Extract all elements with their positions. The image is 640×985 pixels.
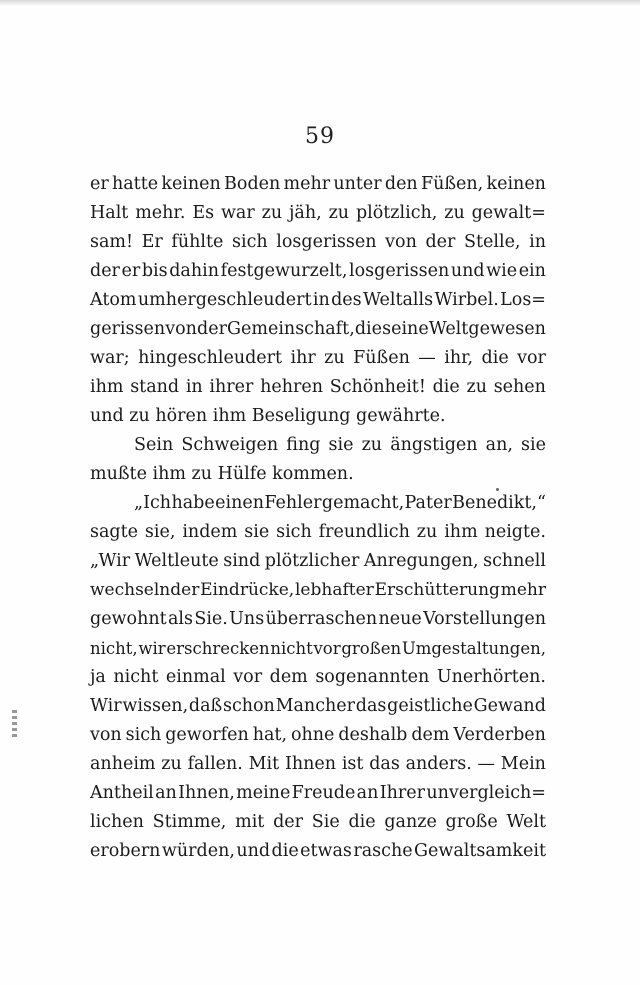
text-line: Atom umhergeschleudert in des Weltalls Wirbel. Los= — [90, 290, 546, 310]
text-line: „Wir Weltleute sind plötzlicher Anregungen, schnell — [90, 551, 546, 571]
text-line: er hatte keinen Boden mehr unter den Füßen, keinen — [90, 174, 546, 194]
body-text — [90, 170, 546, 866]
text-line: nicht, wir erschrecken nicht vor großen Umgestaltungen, — [90, 639, 546, 658]
text-line: sagte sie, indem sie sich freundlich zu ihm neigte. — [90, 522, 546, 542]
text-line: wechselnder Eindrücke, lebhafter Erschütterung mehr — [90, 580, 546, 600]
text-line: und zu hören ihm Beseligung gewährte. — [90, 406, 446, 426]
text-line: Sein Schweigen fing sie zu ängstigen an, sie — [134, 435, 546, 455]
text-line: lichen Stimme, mit der Sie die ganze große Welt — [90, 812, 546, 832]
text-line: war; hingeschleudert ihr zu Füßen — ihr, die vor — [90, 348, 546, 368]
text-line: gerissen von der Gemeinschaft, die seine Welt gewesen — [90, 319, 546, 339]
text-line: erobern würden, und die etwas rasche Gewaltsamkeit — [90, 841, 546, 861]
text-line: sam! Er fühlte sich losgerissen von der Stelle, in — [90, 232, 546, 252]
page-edge-shadow — [0, 0, 640, 6]
text-line: ja nicht einmal vor dem sogenannten Unerhörten. — [90, 667, 546, 687]
page-number: 59 — [305, 124, 335, 149]
text-line: Antheil an Ihnen, meine Freude an Ihrer unvergleich= — [90, 783, 546, 803]
ink-speck — [496, 488, 499, 491]
text-line: „Ich habe einen Fehler gemacht, Pater Benedikt,“ — [134, 493, 546, 513]
text-line: gewohnt als Sie. Uns überraschen neue Vorstellungen — [90, 609, 546, 629]
text-line: von sich geworfen hat, ohne deshalb dem Verderben — [90, 725, 546, 745]
text-line: Halt mehr. Es war zu jäh, zu plötzlich, zu gewalt= — [90, 203, 546, 223]
text-line: anheim zu fallen. Mit Ihnen ist das anders. — Mein — [90, 754, 546, 774]
text-line: ihm stand in ihrer hehren Schönheit! die zu sehen — [90, 377, 546, 397]
text-line: der er bis dahin festgewurzelt, losgerissen und wie ein — [90, 261, 546, 281]
text-line: Wir wissen, daß schon Mancher das geistliche Gewand — [90, 696, 546, 716]
binding-mark — [12, 710, 17, 740]
text-line: mußte ihm zu Hülfe kommen. — [90, 464, 354, 484]
